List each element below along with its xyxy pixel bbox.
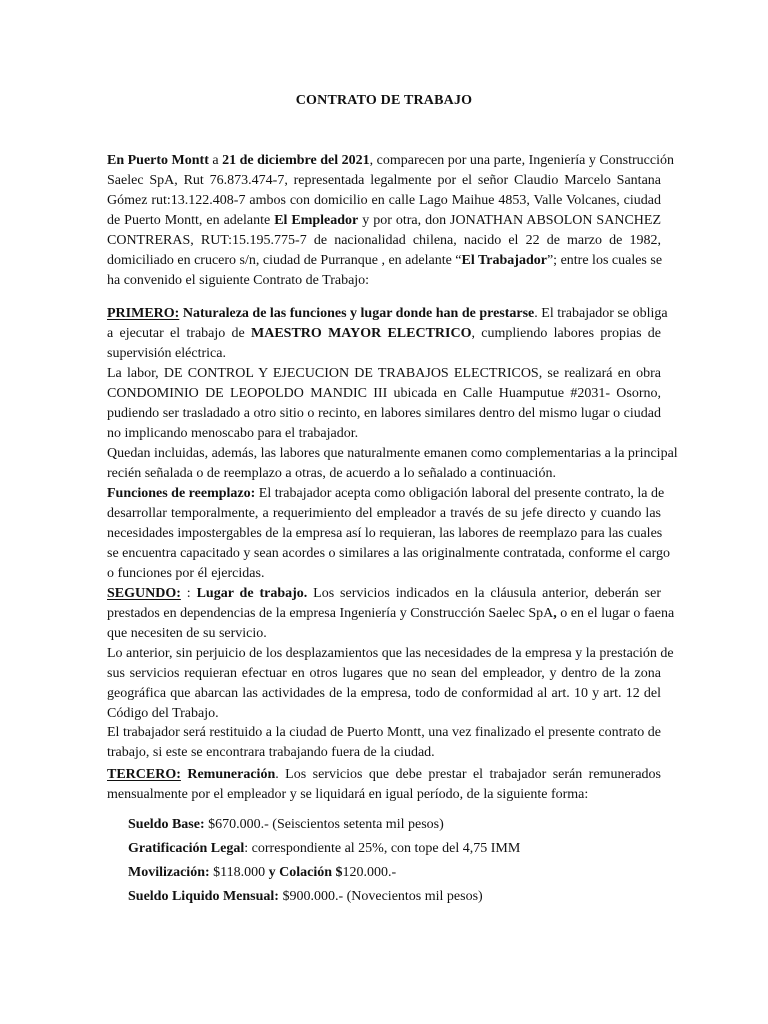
salary-item-label: Sueldo Base: xyxy=(128,817,205,832)
clause-text: , xyxy=(553,606,557,621)
document-title: CONTRATO DE TRABAJO xyxy=(295,93,473,108)
clause-line: que necesiten de su servicio. xyxy=(107,626,267,641)
clause-heading-line xyxy=(107,584,661,604)
salary-item-value: $900.000.- (Novecientos mil pesos) xyxy=(278,889,483,904)
salary-item-mobilization xyxy=(128,863,396,883)
intro-place: En Puerto Montt xyxy=(107,153,209,168)
intro-line xyxy=(107,251,661,271)
clause-line: CONDOMINIO DE LEOPOLDO MANDIC III ubicada en Calle Huamputue #2031- Osorno, xyxy=(107,386,661,401)
clause-label: TERCERO: xyxy=(107,767,181,782)
clause-text: . Los servicios que debe prestar el trabajador serán remunerados xyxy=(275,767,661,782)
clause-line: Quedan incluidas, además, las labores que naturalmente emanen como complementarias a la principal xyxy=(107,446,678,461)
intro-line xyxy=(107,211,661,231)
intro-line: Gómez rut:13.122.408-7 ambos con domicilio en calle Lago Maihue 4853, Valle Volcanes, ciudad xyxy=(107,193,661,208)
clause-text: Los servicios indicados en la cláusula anterior, deberán ser xyxy=(307,586,661,601)
salary-item-value: $118.000 xyxy=(209,865,269,880)
clause-line: geográfica que abarcan las actividades de la empresa, todo de conformidad al art. 10 y art. 12 del xyxy=(107,686,661,701)
clause-line: no implicando menoscabo para el trabajador. xyxy=(107,426,359,441)
intro-line: Saelec SpA, Rut 76.873.474-7, representada legalmente por el señor Claudio Marcelo Santana xyxy=(107,173,661,188)
salary-item-label: Movilización: xyxy=(128,865,210,880)
clause-line: mensualmente por el empleador y se liquidará en igual período, de la siguiente forma: xyxy=(107,787,589,802)
clause-line: o funciones por él ejercidas. xyxy=(107,566,265,581)
clause-line: necesidades impostergables de la empresa así lo requieran, las labores de reemplazo para las cuales xyxy=(107,526,663,541)
salary-item-label: Sueldo Liquido Mensual: xyxy=(128,889,279,904)
intro-line: CONTRERAS, RUT:15.195.775-7 de nacionalidad chilena, nacido el 22 de marzo de 1982, xyxy=(107,233,661,248)
salary-item-label: Gratificación Legal xyxy=(128,841,245,856)
salary-item-value: $670.000.- (Seiscientos setenta mil pesos) xyxy=(204,817,444,832)
replacement-heading: Funciones de reemplazo: xyxy=(107,486,256,501)
clause-line xyxy=(107,324,661,344)
clause-text: , cumpliendo labores propias de xyxy=(471,326,661,341)
clause-line: El trabajador será restituido a la ciudad de Puerto Montt, una vez finalizado el presente contrato de xyxy=(107,725,661,740)
clause-line xyxy=(107,484,665,504)
intro-text: ”; entre los cuales se xyxy=(546,253,663,268)
clause-line: pudiendo ser trasladado a otro sitio o recinto, en labores similares dentro del mismo lugar o ciudad xyxy=(107,406,661,421)
clause-heading: Remuneración xyxy=(180,767,276,782)
job-title: MAESTRO MAYOR ELECTRICO xyxy=(251,326,472,341)
clause-line: se encuentra capacitado y sean acordes o similares a las originalmente contratada, conforme el cargo xyxy=(107,546,670,561)
clause-line: La labor, DE CONTROL Y EJECUCION DE TRABAJOS ELECTRICOS, se realizará en obra xyxy=(107,366,661,381)
salary-item-gratification xyxy=(128,839,520,859)
clause-heading-line xyxy=(107,765,661,785)
intro-text: , comparecen por una parte, Ingeniería y Construcción xyxy=(369,153,675,168)
intro-date: 21 de diciembre del 2021 xyxy=(222,153,370,168)
salary-item-label: y Colación $ xyxy=(268,865,343,880)
intro-line xyxy=(107,151,675,171)
clause-text: prestados en dependencias de la empresa Ingeniería y Construcción Saelec SpA xyxy=(107,606,554,621)
clause-text: El trabajador acepta como obligación laboral del presente contrato, la de xyxy=(255,486,665,501)
clause-line: Lo anterior, sin perjuicio de los desplazamientos que las necesidades de la empresa y la prestación de xyxy=(107,646,674,661)
clause-line xyxy=(107,604,675,624)
worker-label: El Trabajador xyxy=(461,253,547,268)
salary-item-base xyxy=(128,815,444,835)
clause-line: sus servicios requieran efectuar en otros lugares que no sean del empleador, y dentro de la zona xyxy=(107,666,661,681)
intro-line: ha convenido el siguiente Contrato de Trabajo: xyxy=(107,273,370,288)
clause-line: desarrollar temporalmente, a requerimiento del empleador a través de su jefe directo y cuando las xyxy=(107,506,661,521)
clause-label: PRIMERO: xyxy=(107,306,180,321)
clause-line: recién señalada o de reemplazo a otras, de acuerdo a lo señalado a continuación. xyxy=(107,466,556,481)
clause-text: : xyxy=(180,586,197,601)
clause-heading-line xyxy=(107,304,668,324)
intro-text: y por otra, don JONATHAN ABSOLON SANCHEZ xyxy=(358,213,661,228)
salary-item-value: : correspondiente al 25%, con tope del 4,75 IMM xyxy=(244,841,521,856)
employer-label: El Empleador xyxy=(274,213,359,228)
clause-text: a ejecutar el trabajo de xyxy=(107,326,252,341)
clause-line: supervisión eléctrica. xyxy=(107,346,226,361)
clause-heading: Lugar de trabajo. xyxy=(196,586,308,601)
clause-text: . El trabajador se obliga xyxy=(534,306,668,321)
clause-line: Código del Trabajo. xyxy=(107,706,219,721)
intro-text: a xyxy=(208,153,223,168)
salary-item-value: 120.000.- xyxy=(342,865,397,880)
clause-label: SEGUNDO: xyxy=(107,586,181,601)
intro-text: domiciliado en crucero s/n, ciudad de Purranque , en adelante “ xyxy=(107,253,462,268)
salary-item-net xyxy=(128,887,483,907)
clause-text: o en el lugar o faena xyxy=(556,606,675,621)
clause-heading: Naturaleza de las funciones y lugar donde han de prestarse xyxy=(179,306,535,321)
intro-text: de Puerto Montt, en adelante xyxy=(107,213,275,228)
clause-line: trabajo, si este se encontrara trabajando fuera de la ciudad. xyxy=(107,745,435,760)
